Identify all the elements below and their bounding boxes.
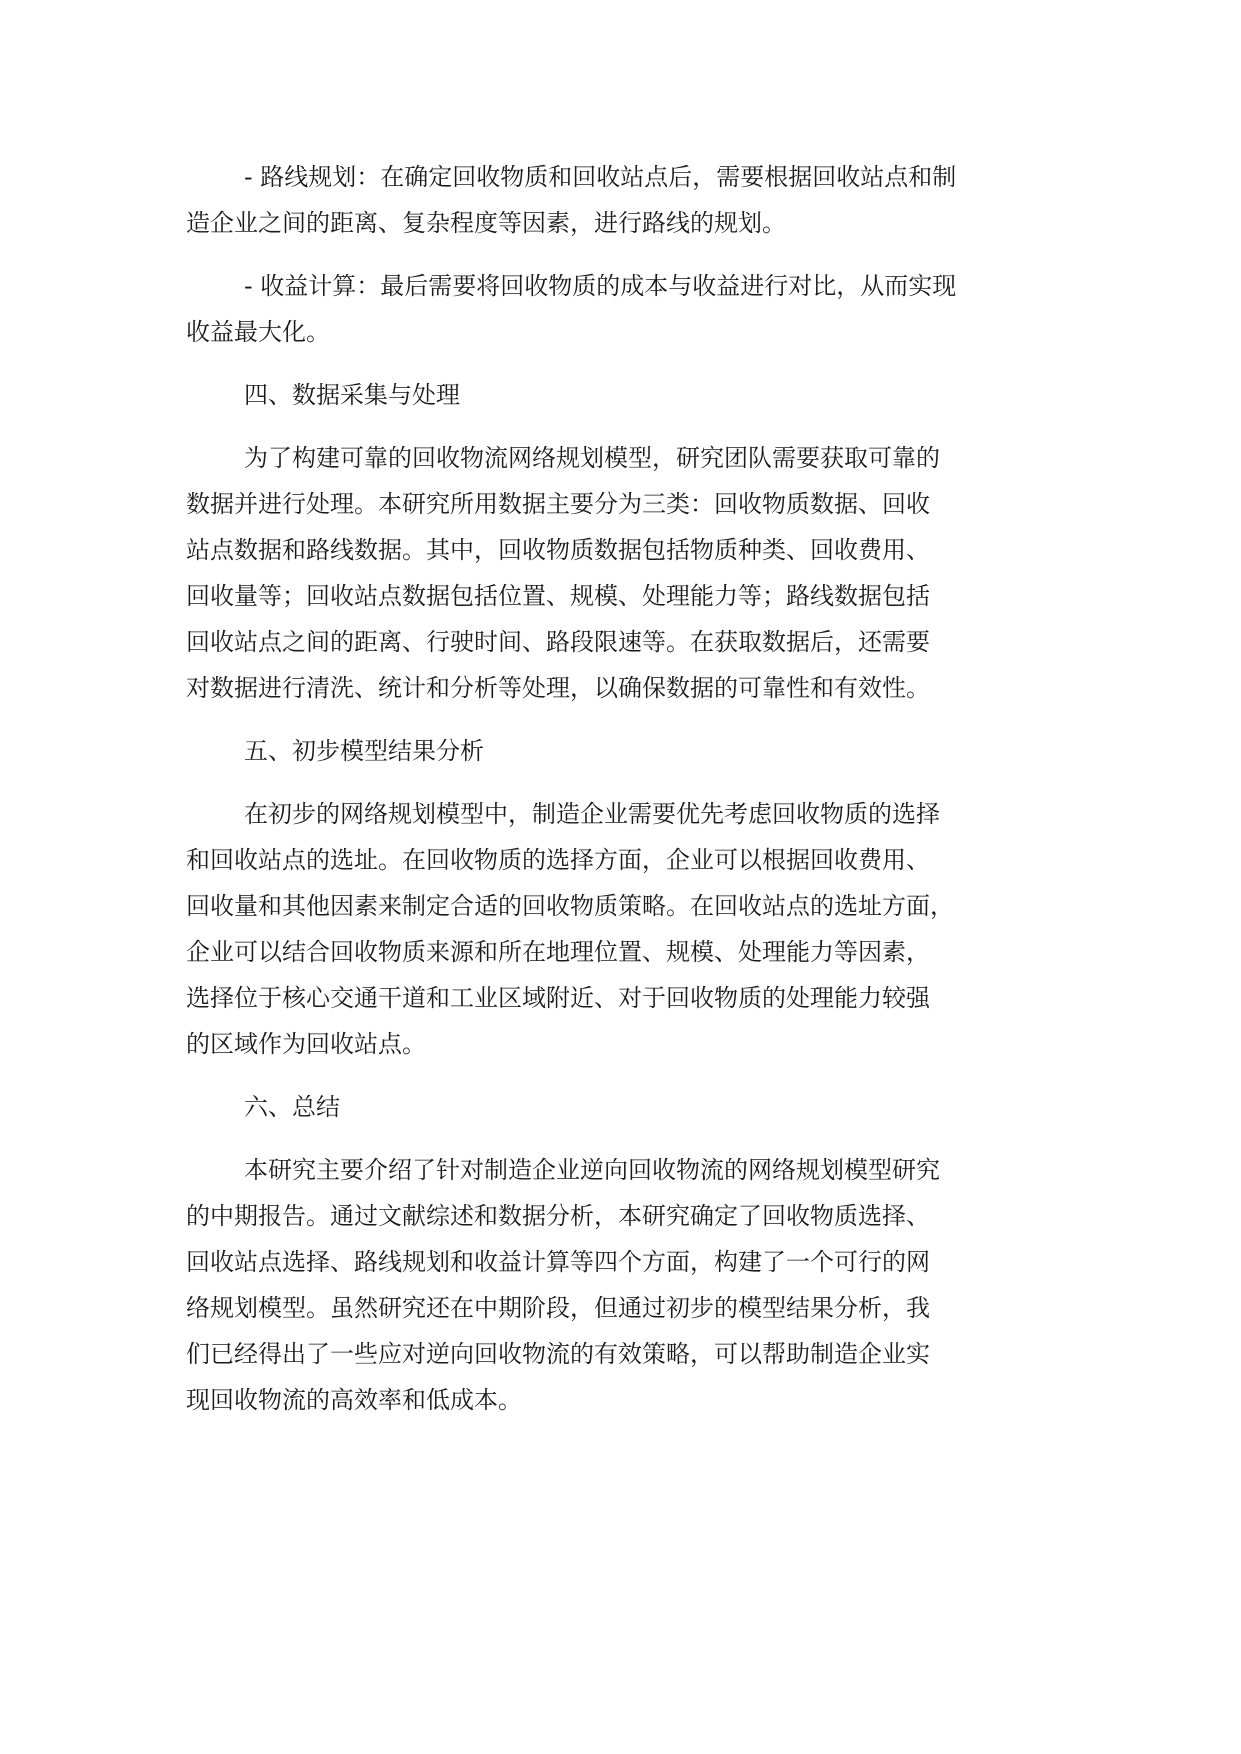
text-line: 的区域作为回收站点。 [186, 1030, 426, 1058]
paragraph-preliminary-results [186, 791, 1086, 1067]
section-heading-preliminary-results [186, 728, 1086, 774]
text-line: 在初步的网络规划模型中，制造企业需要优先考虑回收物质的选择 [244, 800, 940, 828]
text-line: 站点数据和路线数据。其中，回收物质数据包括物质种类、回收费用、 [186, 536, 930, 564]
section-heading-data-collection [186, 372, 1086, 418]
text-line: 对数据进行清洗、统计和分析等处理，以确保数据的可靠性和有效性。 [186, 674, 930, 702]
text-line: 企业可以结合回收物质来源和所在地理位置、规模、处理能力等因素， [186, 938, 930, 966]
text-line: 和回收站点的选址。在回收物质的选择方面，企业可以根据回收费用、 [186, 846, 930, 874]
paragraph-profit-calculation [186, 263, 1086, 355]
section-heading: 五、初步模型结果分析 [244, 737, 484, 765]
text-line: 为了构建可靠的回收物流网络规划模型，研究团队需要获取可靠的 [244, 444, 940, 472]
text-line: 造企业之间的距离、复杂程度等因素，进行路线的规划。 [186, 209, 786, 237]
document-body [186, 154, 1086, 1440]
text-line: - 路线规划：在确定回收物质和回收站点后，需要根据回收站点和制 [244, 163, 957, 191]
text-line: 数据并进行处理。本研究所用数据主要分为三类：回收物质数据、回收 [186, 490, 930, 518]
paragraph-data-collection [186, 435, 1086, 711]
text-line: 本研究主要介绍了针对制造企业逆向回收物流的网络规划模型研究 [244, 1156, 940, 1184]
section-heading: 四、数据采集与处理 [244, 381, 460, 409]
text-line: 回收量等；回收站点数据包括位置、规模、处理能力等；路线数据包括 [186, 582, 930, 610]
text-line: 们已经得出了一些应对逆向回收物流的有效策略，可以帮助制造企业实 [186, 1340, 930, 1368]
text-line: - 收益计算：最后需要将回收物质的成本与收益进行对比，从而实现 [244, 272, 957, 300]
text-line: 的中期报告。通过文献综述和数据分析，本研究确定了回收物质选择、 [186, 1202, 930, 1230]
text-line: 现回收物流的高效率和低成本。 [186, 1386, 522, 1414]
section-heading: 六、总结 [244, 1093, 340, 1121]
text-line: 回收量和其他因素来制定合适的回收物质策略。在回收站点的选址方面， [186, 892, 954, 920]
text-line: 络规划模型。虽然研究还在中期阶段，但通过初步的模型结果分析，我 [186, 1294, 930, 1322]
text-line: 回收站点选择、路线规划和收益计算等四个方面，构建了一个可行的网 [186, 1248, 930, 1276]
section-heading-summary [186, 1084, 1086, 1130]
text-line: 回收站点之间的距离、行驶时间、路段限速等。在获取数据后，还需要 [186, 628, 930, 656]
paragraph-route-planning [186, 154, 1086, 246]
text-line: 选择位于核心交通干道和工业区域附近、对于回收物质的处理能力较强 [186, 984, 930, 1012]
paragraph-summary [186, 1147, 1086, 1423]
text-line: 收益最大化。 [186, 318, 330, 346]
